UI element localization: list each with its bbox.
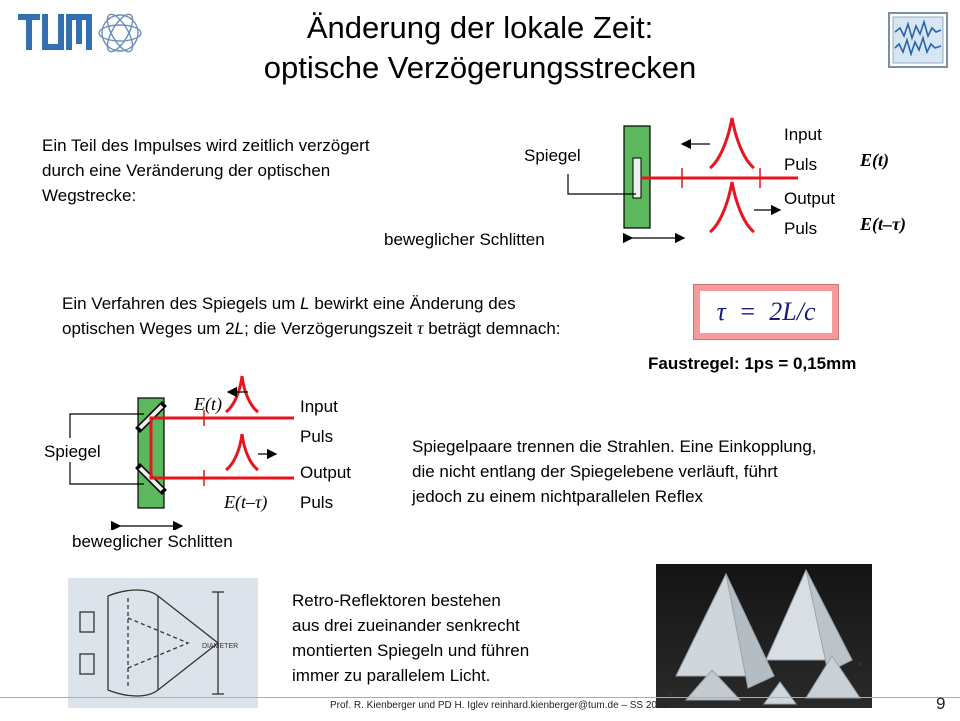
page-title [0,8,960,88]
delay-explanation [62,291,682,341]
sled-label-2: beweglicher Schlitten [72,532,233,551]
institute-logo [888,12,948,68]
output-label-1: Output Puls [784,189,836,238]
output-pulse [710,182,754,232]
input-label-2: Input Puls [300,397,338,446]
rule-of-thumb: Faustregel: 1ps = 0,15mm [648,354,857,373]
output-label-2: Output Puls [300,463,352,512]
intro-text [42,133,482,208]
output-field-1: E(t–τ) [860,214,906,234]
mirror-label-2: Spiegel [44,442,101,461]
input-field-2: E(t) [194,394,222,414]
output-field-2: E(t–τ) [224,492,268,512]
title-line-1: Änderung der lokale Zeit: [306,10,654,45]
delay-line-2: optischen Weges um 2L; die Verzögerungszeit τ beträgt demnach: [62,318,561,338]
formula: τ = 2L/c [700,291,832,333]
title-line-2: optische Verzögerungsstrecken [263,50,697,85]
intro-line-1: Ein Teil des Impulses wird zeitlich verzögert [42,136,370,155]
beam-2 [151,418,294,478]
delay-line-1: Ein Verfahren des Spiegels um L bewirkt eine Änderung des [62,294,516,313]
output-pulse-2 [226,434,258,470]
mirror-pointer-bottom [70,462,144,484]
input-pulse [710,118,754,168]
intro-line-2: durch eine Veränderung der optischen [42,161,331,180]
mirror [633,158,641,198]
sled-label-1: beweglicher Schlitten [384,230,545,249]
delay-line-diagram-1 [560,110,800,250]
wave-logo-icon [890,14,946,66]
formula-box [693,284,839,340]
input-pulse-2 [226,376,258,412]
input-label-1: Input Puls [784,125,822,174]
input-field-1: E(t) [860,150,889,170]
page-number: 9 [936,694,946,713]
footer-text: Prof. R. Kienberger und PD H. Iglev reinhard.kienberger@tum.de – SS 2015 [330,700,669,711]
mirror-label-1: Spiegel [524,146,581,165]
retroreflector-text: Retro-Reflektoren bestehen aus drei zueinander senkrecht montierten Spiegeln und führen immer zu parallelem Licht. [292,591,530,685]
mirror-pointer-top [70,414,144,438]
mirror-pair-text: Spiegelpaare trennen die Strahlen. Eine Einkopplung, die nicht entlang der Spiegelebene verläuft, führt jedoch zu einem nichtparallelen Reflex [412,437,817,506]
diameter-label: DIAMETER [202,643,239,650]
retroreflector-drawing [68,578,258,708]
intro-line-3: Wegstrecke: [42,186,137,205]
prism-photo [656,564,872,708]
